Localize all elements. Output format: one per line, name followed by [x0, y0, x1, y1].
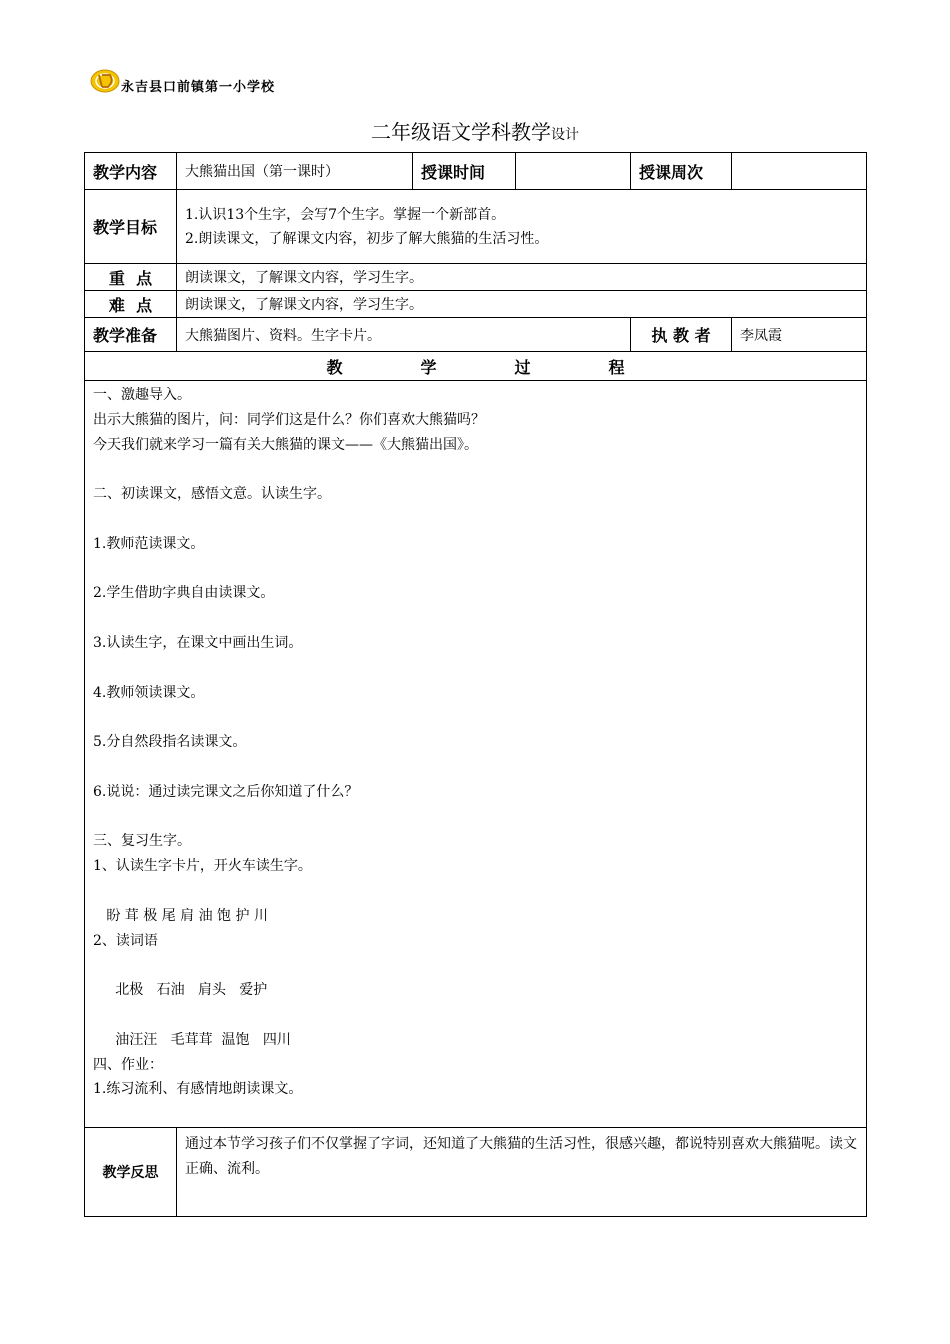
process-line: [93, 953, 858, 978]
key-value: 朗读课文，了解课文内容，学习生字。: [177, 264, 867, 291]
process-line: 1.练习流利、有感情地朗读课文。: [93, 1081, 303, 1098]
title-suffix: 设计: [551, 127, 579, 143]
process-line: 4.教师领读课文。: [93, 684, 205, 701]
process-heading-char: 过: [514, 357, 531, 377]
process-heading: [85, 352, 867, 381]
goals-cell: [177, 190, 867, 264]
process-line: 3.认读生字，在课文中画出生词。: [93, 634, 303, 651]
reflection-label: 教学反思: [85, 1127, 177, 1216]
process-line: [93, 557, 858, 582]
process-body-row: [85, 381, 867, 1128]
process-line: 2.学生借助字典自由读课文。: [93, 585, 275, 602]
week-label: 授课周次: [631, 153, 732, 190]
process-line: 三、复习生字。: [93, 833, 191, 850]
process-line: 北极 石油 肩头 爱护: [93, 982, 268, 999]
process-line: 今天我们就来学习一篇有关大熊猫的课文——《大熊猫出国》。: [93, 436, 478, 453]
process-line: [93, 656, 858, 681]
difficulty-label: 难 点: [85, 291, 177, 318]
process-line: 出示大熊猫的图片，问：同学们这是什么？你们喜欢大熊猫吗？: [93, 411, 485, 428]
week-value: [732, 153, 867, 190]
process-line: [93, 705, 858, 730]
process-line: 盼 茸 极 尾 肩 油 饱 护 川: [93, 907, 268, 924]
process-line: 一、激趣导入。: [93, 387, 191, 403]
time-value: [516, 153, 631, 190]
process-line: [93, 507, 858, 532]
process-heading-char: 学: [420, 357, 437, 377]
school-header: [90, 66, 275, 95]
difficulty-value: 朗读课文，了解课文内容，学习生字。: [177, 291, 867, 318]
lesson-plan-table: [84, 152, 867, 1217]
process-line: 2、读词语: [93, 932, 158, 949]
process-line: [93, 879, 858, 904]
title-main: 二年级语文学科教学: [371, 120, 551, 144]
goals-row: [85, 190, 867, 264]
time-label: 授课时间: [413, 153, 516, 190]
school-name: 永吉县口前镇第一小学校: [121, 80, 276, 95]
goals-label: 教学目标: [85, 190, 177, 264]
page-title: [0, 116, 950, 145]
goal-line: 2.朗读课文，了解课文内容，初步了解大熊猫的生活习性。: [185, 230, 549, 247]
process-line: [93, 457, 858, 482]
process-line: 1.教师范读课文。: [93, 535, 205, 552]
key-label: 重 点: [85, 264, 177, 291]
process-body: [85, 381, 867, 1128]
process-line: 油汪汪 毛茸茸 温饱 四川: [93, 1031, 291, 1048]
content-row: [85, 153, 867, 190]
process-line: 5.分自然段指名读课文。: [93, 734, 247, 751]
process-line: [93, 1003, 858, 1028]
prep-label: 教学准备: [85, 318, 177, 352]
process-heading-char: 程: [608, 357, 625, 377]
prep-row: [85, 318, 867, 352]
process-line: 四、作业：: [93, 1056, 163, 1073]
process-line: [93, 755, 858, 780]
process-line: 二、初读课文，感悟文意。认读生字。: [93, 486, 331, 503]
reflection-value: 通过本节学习孩子们不仅掌握了字词，还知道了大熊猫的生活习性，很感兴趣，都说特别喜欢大熊猫呢。读文正确、流利。: [177, 1127, 867, 1216]
content-label: 教学内容: [85, 153, 177, 190]
process-line: [93, 805, 858, 830]
content-value: 大熊猫出国（第一课时）: [177, 153, 413, 190]
goal-line: 1.认识13个生字，会写7个生字。掌握一个新部首。: [185, 206, 506, 223]
process-line: 6.说说：通过读完课文之后你知道了什么？: [93, 783, 359, 800]
process-line: [93, 1102, 858, 1127]
teacher-value: 李凤霞: [732, 318, 867, 352]
difficulty-row: [85, 291, 867, 318]
process-heading-char: 教: [326, 357, 343, 377]
process-line: [93, 606, 858, 631]
key-row: [85, 264, 867, 291]
teacher-label: 执 教 者: [631, 318, 732, 352]
reflection-row: [85, 1127, 867, 1216]
prep-value: 大熊猫图片、资料。生字卡片。: [177, 318, 631, 352]
process-line: 1、认读生字卡片，开火车读生字。: [93, 858, 312, 875]
school-logo-icon: [90, 69, 120, 93]
process-heading-row: [85, 352, 867, 381]
